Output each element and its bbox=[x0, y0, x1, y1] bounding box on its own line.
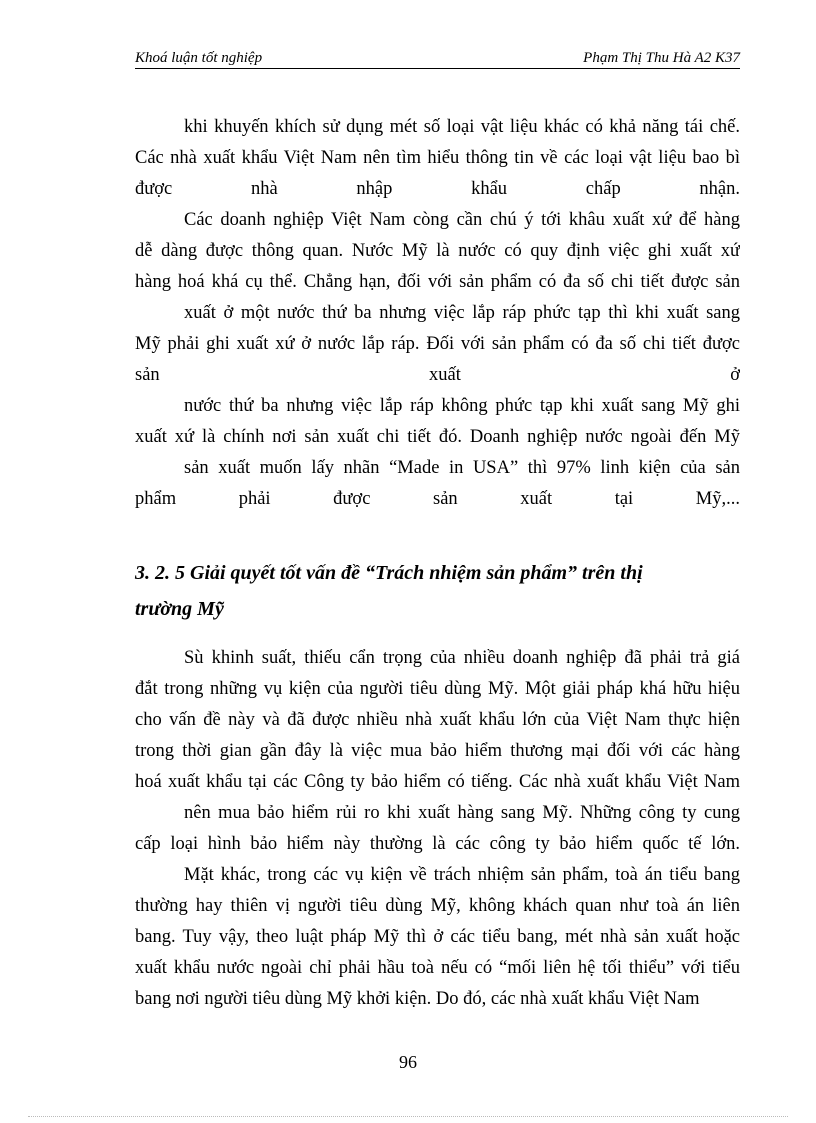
paragraph-line: được nhà nhập khẩu chấp nhận. bbox=[135, 179, 740, 199]
paragraph-line: Mỹ phải ghi xuất xứ ở nước lắp ráp. Đối với sản phẩm có đa số chi tiết được bbox=[135, 334, 740, 354]
section-text-1 bbox=[135, 112, 740, 515]
paragraph-line: nên mua bảo hiểm rủi ro khi xuất hàng sang Mỹ. Những công ty cung bbox=[184, 803, 740, 823]
paragraph-line: dễ dàng được thông quan. Nước Mỹ là nước có quy định việc ghi xuất xứ bbox=[135, 241, 740, 261]
paragraph-line: phẩm phải được sản xuất tại Mỹ,... bbox=[135, 489, 740, 509]
paragraph-line: Các nhà xuất khẩu Việt Nam nên tìm hiểu thông tin về các loại vật liệu bao bì bbox=[135, 148, 740, 168]
paragraph-line: nước thứ ba nhưng việc lắp ráp không phức tạp khi xuất sang Mỹ ghi bbox=[184, 396, 740, 416]
paragraph-line: xuất khẩu nước ngoài chỉ phải hầu toà nếu có “mối liên hệ tối thiểu” với tiểu bbox=[135, 958, 740, 978]
paragraph-line: sản xuất muốn lấy nhãn “Made in USA” thì 97% linh kiện của sản bbox=[184, 458, 740, 478]
paragraph-line: hàng hoá khá cụ thể. Chẳng hạn, đối với sản phẩm có đa số chi tiết được sản bbox=[135, 272, 740, 292]
page-header bbox=[135, 50, 740, 69]
paragraph-line: khi khuyến khích sử dụng mét số loại vật liệu khác có khả năng tái chế. bbox=[184, 117, 740, 137]
footer-divider bbox=[28, 1116, 788, 1117]
paragraph-line: thường hay thiên vị người tiêu dùng Mỹ, không khách quan như toà án liên bbox=[135, 896, 740, 916]
paragraph-line: Các doanh nghiệp Việt Nam còng cần chú ý tới khâu xuất xứ để hàng bbox=[184, 210, 740, 230]
paragraph-line: xuất xứ là chính nơi sản xuất chi tiết đó. Doanh nghiệp nước ngoài đến Mỹ bbox=[135, 427, 740, 447]
paragraph-line: đắt trong những vụ kiện của người tiêu dùng Mỹ. Một giải pháp khá hữu hiệu bbox=[135, 679, 740, 699]
section-text-2 bbox=[135, 643, 740, 1015]
paragraph-line: cấp loại hình bảo hiểm này thường là các công ty bảo hiểm quốc tế lớn. bbox=[135, 834, 740, 854]
paragraph-line: Mặt khác, trong các vụ kiện về trách nhiệm sản phẩm, toà án tiểu bang bbox=[184, 865, 740, 885]
paragraph-line: sản xuất ở bbox=[135, 365, 740, 385]
paragraph-line: bang. Tuy vậy, theo luật pháp Mỹ thì ở các tiểu bang, mét nhà sản xuất hoặc bbox=[135, 927, 740, 947]
section-heading: 3. 2. 5 Giải quyết tốt vấn đề “Trách nhiệm sản phẩm” trên thị bbox=[135, 562, 643, 584]
section-heading-continued: trường Mỹ bbox=[135, 598, 224, 620]
paragraph-line: xuất ở một nước thứ ba nhưng việc lắp ráp phức tạp thì khi xuất sang bbox=[184, 303, 740, 323]
paragraph-line: Sù khinh suất, thiếu cẩn trọng của nhiều doanh nghiệp đã phải trả giá bbox=[184, 648, 740, 668]
paragraph-line: hoá xuất khẩu tại các Công ty bảo hiểm có tiếng. Các nhà xuất khẩu Việt Nam bbox=[135, 772, 740, 792]
paragraph-line: cho vấn đề này và đã được nhiều nhà xuất khẩu lớn của Việt Nam thực hiện bbox=[135, 710, 740, 730]
paragraph-line: bang nơi người tiêu dùng Mỹ khởi kiện. Do đó, các nhà xuất khẩu Việt Nam bbox=[135, 989, 700, 1009]
header-right-text: Phạm Thị Thu Hà A2 K37 bbox=[583, 50, 740, 66]
header-left-text: Khoá luận tốt nghiệp bbox=[135, 50, 263, 66]
paragraph-line: trong thời gian gần đây là việc mua bảo hiểm thương mại đối với các hàng bbox=[135, 741, 740, 761]
page-number: 96 bbox=[399, 1052, 417, 1072]
